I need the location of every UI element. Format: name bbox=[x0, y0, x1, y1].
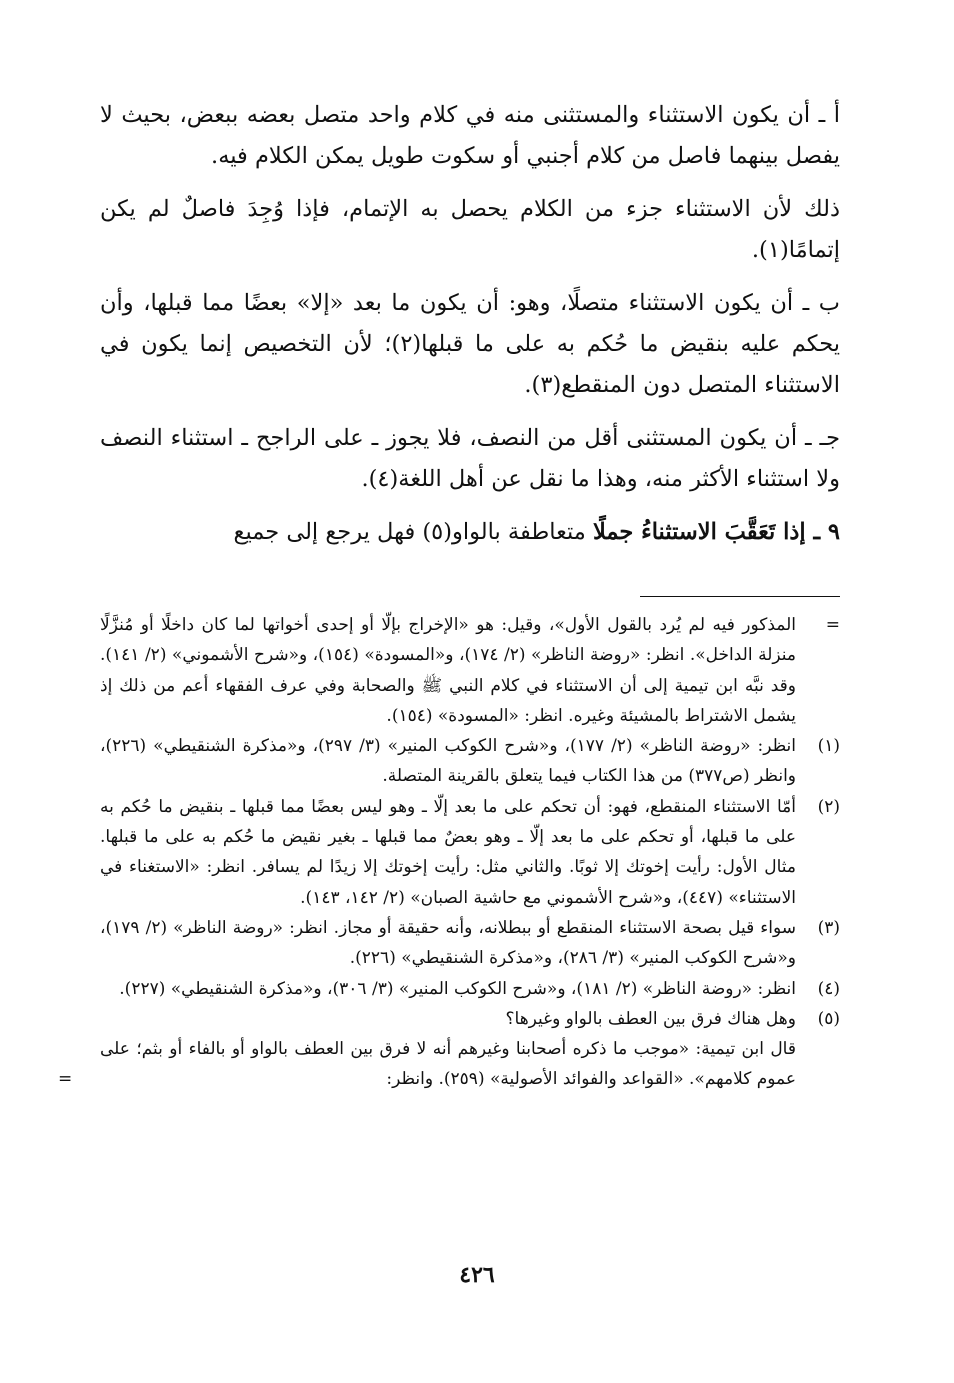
footnote-separator bbox=[640, 596, 840, 597]
paragraph-section-9 bbox=[100, 512, 840, 553]
footnote-1 bbox=[100, 731, 840, 792]
footnote-5-quote bbox=[58, 1034, 840, 1095]
footnote-text: وهل هناك فرق بين العطف بالواو وغيرها؟ bbox=[505, 1008, 796, 1029]
paragraph-explanation: ذلك لأن الاستثناء جزء من الكلام يحصل به الإتمام، فإذا وُجِدَ فاصلٌ لم يكن إتمامًا(١). bbox=[100, 196, 840, 263]
footnote-number: (٤) bbox=[817, 978, 840, 999]
section-9-text: متعاطفة بالواو(٥) فهل يرجع إلى جميع bbox=[233, 519, 593, 545]
footnote-5 bbox=[100, 1004, 840, 1034]
paragraph-condition-a: أ ـ أن يكون الاستثناء والمستثنى منه في كلام واحد متصل بعضه ببعض، بحيث لا يفصل بينهما فاصل من كلام أجنبي أو سكوت طويل يمكن الكلام فيه. bbox=[100, 102, 840, 169]
continuation-text: المذكور فيه لم يُرد بالقول الأول»، وقيل: هو «الإخراج بإلّا أو إحدى أخواتها لما كان داخلًا أو مُنزَّلًا منزلة الداخل». انظر: «روضة الناظر» (٢/ ١٧٤)، و«المسودة» (١٥٤)، و«شرح الأشموني» (٢/ ١٤١). وقد نبَّه ابن تيمية إلى أن الاستثناء في كلام النبي ﷺ والصحابة وفي عرف الفقهاء أعم من ذلك إذ يشمل الاشتراط بالمشيئة وغيره. انظر: «المسودة» (١٥٤). bbox=[100, 615, 796, 726]
footnote-text: انظر: «روضة الناظر» (٢/ ١٨١)، و«شرح الكوكب المنير» (٣/ ٣٠٦)، و«مذكرة الشنقيطي» (٢٢٧). bbox=[119, 978, 796, 999]
footnote-number: (١) bbox=[817, 736, 840, 757]
footnote-2 bbox=[100, 792, 840, 913]
footnote-text: انظر: «روضة الناظر» (٢/ ١٧٧)، و«شرح الكوكب المنير» (٣/ ٢٩٧)، و«مذكرة الشنقيطي» (٢٢٦)، وانظر (ص٣٧٧) من هذا الكتاب فيما يتعلق بالقرينة المتصلة. bbox=[100, 736, 796, 787]
footnotes bbox=[58, 610, 840, 1095]
main-text bbox=[100, 95, 840, 565]
quote-text: قال ابن تيمية: «موجب ما ذكره أصحابنا وغيرهم أنه لا فرق بين العطف بالواو أو بالفاء أو بثم؛ على عموم كلامهم». «القواعد والفوائد الأصولية» (٢٥٩). وانظر: bbox=[100, 1039, 796, 1090]
footnote-number: (٣) bbox=[817, 917, 840, 938]
section-9-heading: ٩ ـ إذا تَعَقَّبَ الاستثناءُ جملًا bbox=[592, 519, 840, 545]
continues-marker: = bbox=[58, 1069, 73, 1090]
continuation-marker: = bbox=[825, 615, 840, 635]
footnote-text: أمّا الاستثناء المنقطع، فهو: أن تحكم على ما بعد إلّا ـ وهو ليس بعضًا مما قبلها ـ بنقيض ما حُكم به على ما قبلها، أو تحكم على ما بعد إلّا ـ وهو بعضٌ مما قبلها ـ بغير نقيض ما حُكم به على ما قبلها. مثال الأول: رأيت إخوتك إلا ثوبًا. والثاني مثل: رأيت إخوتك إلا زيدًا لم يسافر. انظر: «الاستغناء في الاستثناء» (٤٤٧)، و«شرح الأشموني مع حاشية الصبان» (٢/ ١٤٢، ١٤٣). bbox=[100, 796, 796, 908]
footnote-4 bbox=[100, 974, 840, 1004]
paragraph-condition-c: جـ ـ أن يكون المستثنى أقل من النصف، فلا يجوز ـ على الراجح ـ استثناء النصف ولا استثناء الأكثر منه، وهذا ما نقل عن أهل اللغة(٤). bbox=[100, 425, 840, 492]
footnote-text: سواء قيل بصحة الاستثناء المنقطع أو ببطلانه، وأنه حقيقة أو مجاز. انظر: «روضة الناظر» (٢/ ١٧٩)، و«شرح الكوكب المنير» (٣/ ٢٨٦)، و«مذكرة الشنقيطي» (٢٢٦). bbox=[100, 917, 796, 969]
footnote-number: (٥) bbox=[817, 1008, 840, 1029]
footnote-continuation bbox=[100, 610, 840, 731]
paragraph-condition-b: ب ـ أن يكون الاستثناء متصلًا، وهو: أن يكون ما بعد «إلا» بعضًا مما قبلها، وأن يحكم عليه بنقيض ما حُكم به على ما قبلها(٢)؛ لأن التخصيص إنما يكون في الاستثناء المتصل دون المنقطع(٣). bbox=[100, 290, 840, 398]
footnote-number: (٢) bbox=[817, 796, 840, 817]
page-number: ٤٢٦ bbox=[459, 1262, 495, 1288]
footnote-3 bbox=[100, 913, 840, 974]
